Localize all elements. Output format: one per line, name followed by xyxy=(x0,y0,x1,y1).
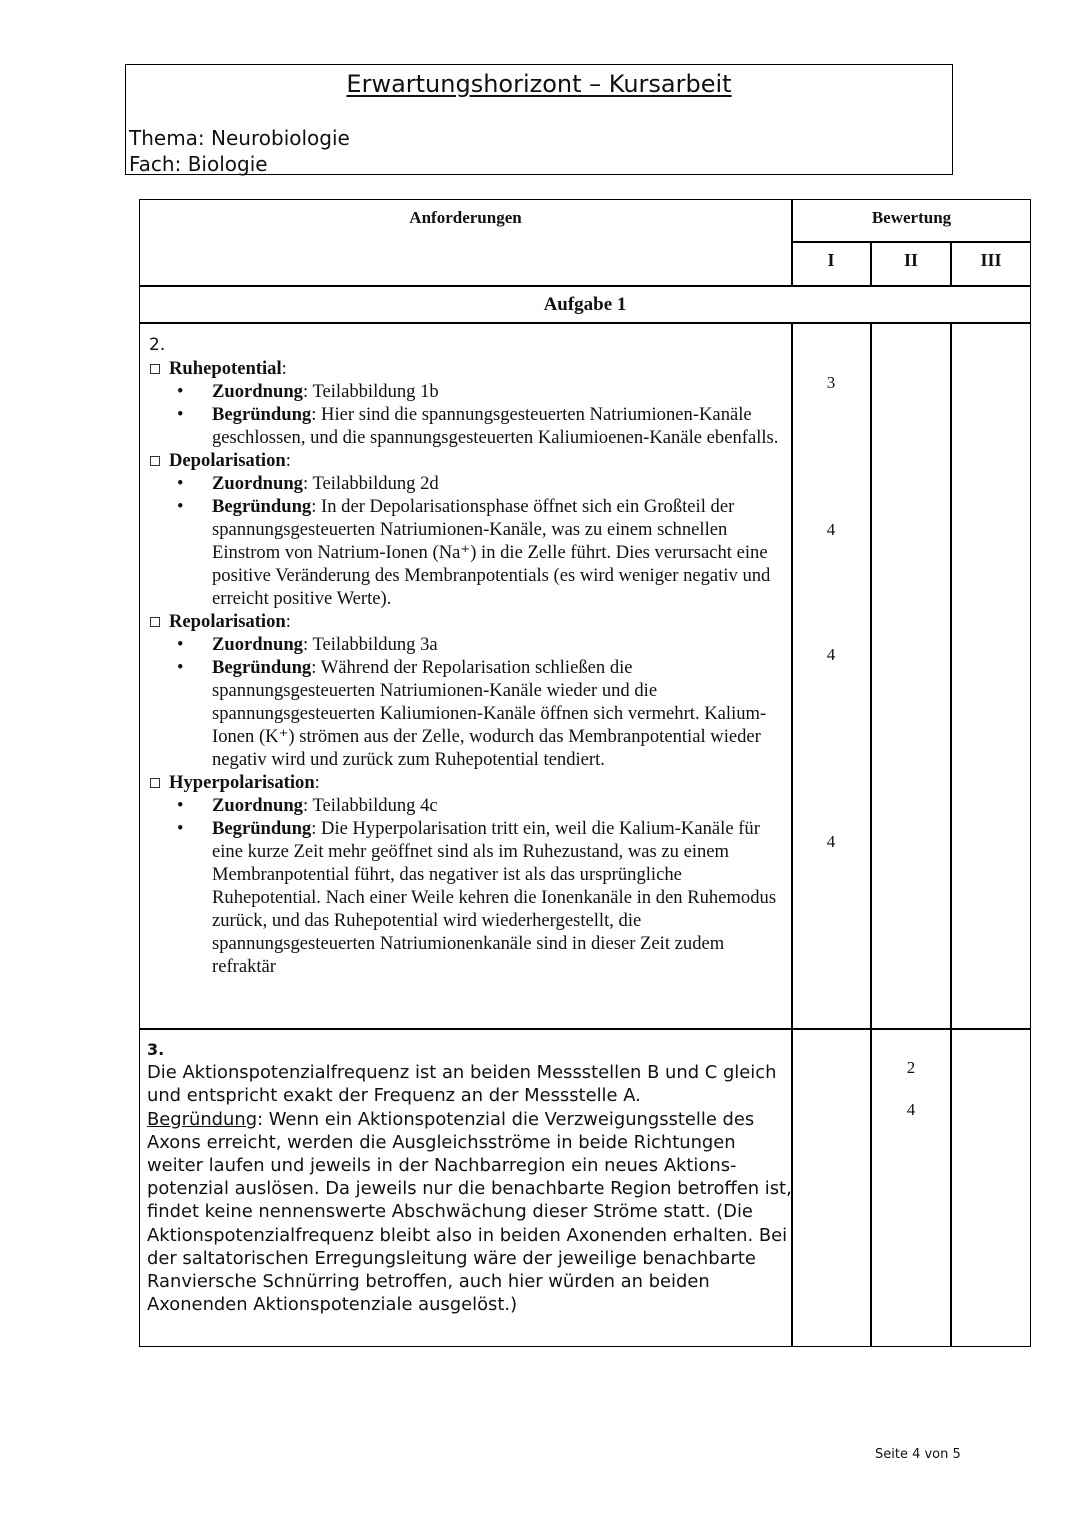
rating-header: Bewertung xyxy=(871,208,952,227)
begruendung-text: : Während der Repolarisation schließen die spannungsgesteuerten Natriumionen-Kanäle wieder und die spannungsgesteuerten Kaliumionen-Kanäle öffnen sich vermehrt. Kalium-Ionen (K⁺) strömen aus der Zelle, wodurch das Membranpotential wieder negativ wird und zurück zum Ruhepotential tendiert. xyxy=(212,657,767,770)
divider xyxy=(140,285,1030,287)
subject-course: Fach: Biologie xyxy=(129,152,268,176)
score-repolarisation: 4 xyxy=(826,645,836,664)
list-item xyxy=(149,380,789,403)
section-heading: Repolarisation xyxy=(169,611,286,632)
begruendung-text: : Die Hyperpolarisation tritt ein, weil die Kalium-Kanäle für eine kurze Zeit mehr geöffnet sind als im Ruhezustand, was zu einem Membranpotential führt, das negativer ist als das ursprüngliche Ruhepotential. Nach einer Weile kehren die Ionenkanäle in den Ruhemodus zurück, und das Ruhepotential wird wiederhergestellt, die spannungsgesteuerten Natriumionenkanäle sind in dieser Zeit zudem refraktär xyxy=(212,818,777,977)
task-3-reasoning xyxy=(147,1108,792,1317)
zuordnung-text: : Teilabbildung 1b xyxy=(302,381,439,402)
zuordnung-label: Zuordnung xyxy=(212,795,303,816)
zuordnung-text: : Teilabbildung 4c xyxy=(302,795,438,816)
task-3-number: 3. xyxy=(147,1040,165,1059)
section-heading: Ruhepotential xyxy=(169,358,282,379)
score-task3-b: 4 xyxy=(906,1100,916,1119)
checkbox-icon xyxy=(150,364,160,374)
zuordnung-label: Zuordnung xyxy=(212,634,303,655)
zuordnung-text: : Teilabbildung 3a xyxy=(302,634,438,655)
level-iii-header: III xyxy=(980,250,1002,270)
task-3-answer: Die Aktionspotenzialfrequenz ist an beiden Messstellen B und C gleich und entspricht exakt der Frequenz an der Messstelle A. xyxy=(147,1062,777,1107)
begruendung-text: : In der Depolarisationsphase öffnet sich ein Großteil der spannungsgesteuerten Natriumionen-Kanäle, was zu einem schnellen Einstrom von Natrium-Ionen (Na⁺) in die Zelle führt. Dies verursacht eine positive Veränderung des Membranpotentials (es wird weniger negativ und erreicht positive Werte). xyxy=(212,496,771,609)
list-item xyxy=(149,495,789,610)
section-heading: Depolarisation xyxy=(169,450,286,471)
zuordnung-label: Zuordnung xyxy=(212,473,303,494)
begruendung-label: Begründung xyxy=(147,1108,258,1130)
list-item xyxy=(149,817,789,978)
list-item xyxy=(149,633,789,656)
list-item xyxy=(149,794,789,817)
begruendung-text: : Hier sind die spannungsgesteuerten Natriumionen-Kanäle geschlossen, und die spannungsgesteuerten Kaliumioenen-Kanäle ebenfalls. xyxy=(212,404,779,448)
score-hyperpolarisation: 4 xyxy=(826,832,836,851)
divider xyxy=(140,322,1030,324)
divider xyxy=(140,1028,1030,1030)
section-hyperpolarisation: Hyperpolarisation : xyxy=(149,771,789,794)
section-heading: Hyperpolarisation xyxy=(169,772,315,793)
checkbox-icon xyxy=(150,456,160,466)
score-depolarisation: 4 xyxy=(826,520,836,539)
divider xyxy=(950,323,952,1346)
score-task3-a: 2 xyxy=(906,1058,916,1077)
begruendung-label: Begründung xyxy=(212,404,312,425)
task-3-content xyxy=(147,1038,792,1316)
list-item xyxy=(149,656,789,771)
begruendung-label: Begründung xyxy=(212,496,312,517)
subject-topic: Thema: Neurobiologie xyxy=(129,126,350,150)
score-ruhepotential: 3 xyxy=(826,373,836,392)
grading-table xyxy=(139,199,1031,1347)
list-item xyxy=(149,403,789,449)
divider xyxy=(791,241,1030,243)
header-box xyxy=(125,64,953,175)
level-i-header: I xyxy=(827,250,835,270)
zuordnung-label: Zuordnung xyxy=(212,381,303,402)
begruendung-label: Begründung xyxy=(212,818,312,839)
list-item xyxy=(149,472,789,495)
section-depolarisation: Depolarisation : xyxy=(149,449,789,472)
level-ii-header: II xyxy=(903,250,918,270)
checkbox-icon xyxy=(150,778,160,788)
section-ruhepotential: Ruhepotential : xyxy=(149,357,789,380)
page-number: Seite 4 von 5 xyxy=(875,1447,961,1462)
checkbox-icon xyxy=(150,617,160,627)
begruendung-label: Begründung xyxy=(212,657,312,678)
requirements-header: Anforderungen xyxy=(409,208,522,227)
zuordnung-text: : Teilabbildung 2d xyxy=(302,473,439,494)
begruendung-text: : Wenn ein Aktionspotenzial die Verzweigungsstelle des Axons erreicht, werden die Ausgleichsströme in beide Richtungen weiter laufen und jeweils in der Nachbarregion ein neues Aktions-potenzial auslösen. Da jeweils nur die benachbarte Region betroffen ist, findet keine nennenswerte Abschwächung dieser Ströme statt. (Die Aktionspotenzialfrequenz bleibt also in beiden Axonenden erhalten. Bei der saltatorischen Erregungsleitung wäre der jeweilige benachbarte Ranviersche Schnürring betroffen, auch hier würden an beiden Axonenden Aktionspotenziale ausgelöst.) xyxy=(147,1108,792,1316)
section-title: Aufgabe 1 xyxy=(543,294,627,315)
task-2-content xyxy=(149,334,789,978)
task-2-number: 2. xyxy=(149,335,166,355)
document-title: Erwartungshorizont – Kursarbeit xyxy=(346,70,732,98)
section-repolarisation: Repolarisation : xyxy=(149,610,789,633)
